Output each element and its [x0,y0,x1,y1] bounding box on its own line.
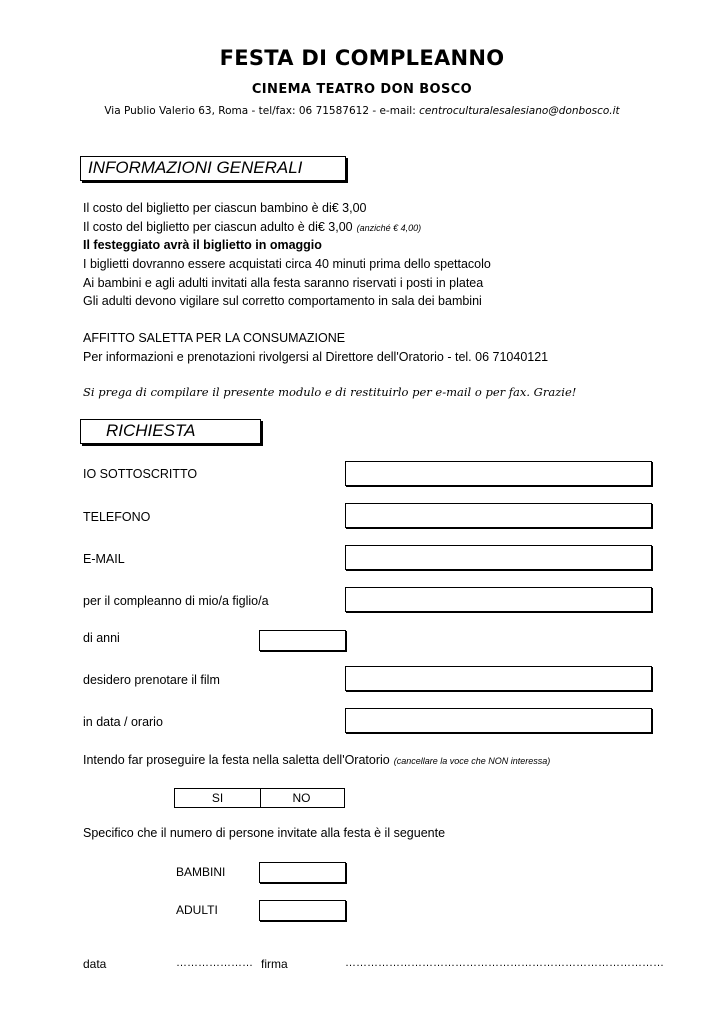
saletta-info: Per informazioni e prenotazioni rivolgersi al Direttore dell'Oratorio - tel. 06 71040121 [83,350,549,364]
info-line-adult-price-text: Il costo del biglietto per ciascun adulto è di€ 3,00 [83,220,353,234]
saletta-question-text: Intendo far proseguire la festa nella saletta dell'Oratorio [83,753,390,767]
label-compleanno: per il compleanno di mio/a figlio/a [83,594,269,608]
info-line-adult-price [83,218,421,237]
footer-data-label: data [83,957,107,971]
label-telefono: TELEFONO [83,510,151,524]
label-adulti: ADULTI [176,903,218,917]
info-line-adulti: Gli adulti devono vigilare sul corretto comportamento in sala dei bambini [83,294,482,308]
invitati-text: Specifico che il numero di persone invitate alla festa è il seguente [83,826,446,840]
page-title: FESTA DI COMPLEANNO [219,46,505,70]
footer-data-line[interactable]: ………………… [176,957,253,969]
saletta-question [83,753,550,767]
request-note: Si prega di compilare il presente modulo e di restituirlo per e-mail o per fax. Grazie! [83,385,577,399]
input-telefono[interactable] [345,503,652,528]
label-bambini: BAMBINI [176,865,226,879]
saletta-question-note: (cancellare la voce che NON interessa) [393,756,551,766]
label-anni: di anni [83,631,120,645]
input-compleanno[interactable] [345,587,652,612]
info-adult-note: (anziché € 4,00) [356,223,422,233]
input-bambini[interactable] [259,862,346,883]
email-link[interactable]: centroculturalesalesiano@donbosco.it [419,105,620,117]
address-line [0,105,724,117]
label-data-orario: in data / orario [83,715,163,729]
label-email: E-MAIL [83,552,125,566]
label-film: desidero prenotare il film [83,673,220,687]
info-line-acquisto: I biglietti dovranno essere acquistati circa 40 minuti prima dello spettacolo [83,257,491,271]
saletta-title: AFFITTO SALETTA PER LA CONSUMAZIONE [83,331,346,345]
footer-firma-label: firma [261,957,288,971]
info-line-posti: Ai bambini e agli adulti invitati alla festa saranno riservati i posti in platea [83,276,484,290]
input-sottoscritto[interactable] [345,461,652,486]
label-sottoscritto: IO SOTTOSCRITTO [83,467,198,481]
choice-no[interactable]: NO [259,788,345,808]
footer-firma-line[interactable]: …………………………………………………………………………… [345,957,664,969]
section-title-request: RICHIESTA [106,421,196,440]
info-line-child-price: Il costo del biglietto per ciascun bambino è di€ 3,00 [83,201,367,215]
input-data-orario[interactable] [345,708,652,733]
section-title-info: INFORMAZIONI GENERALI [88,158,303,177]
address-text: Via Publio Valerio 63, Roma - tel/fax: 06 71587612 - e-mail: [104,105,420,117]
page-subtitle: CINEMA TEATRO DON BOSCO [251,82,473,97]
input-anni[interactable] [259,630,346,651]
input-film[interactable] [345,666,652,691]
info-line-omaggio: Il festeggiato avrà il biglietto in omaggio [83,238,322,252]
input-email[interactable] [345,545,652,570]
choice-si[interactable]: SI [174,788,261,808]
input-adulti[interactable] [259,900,346,921]
